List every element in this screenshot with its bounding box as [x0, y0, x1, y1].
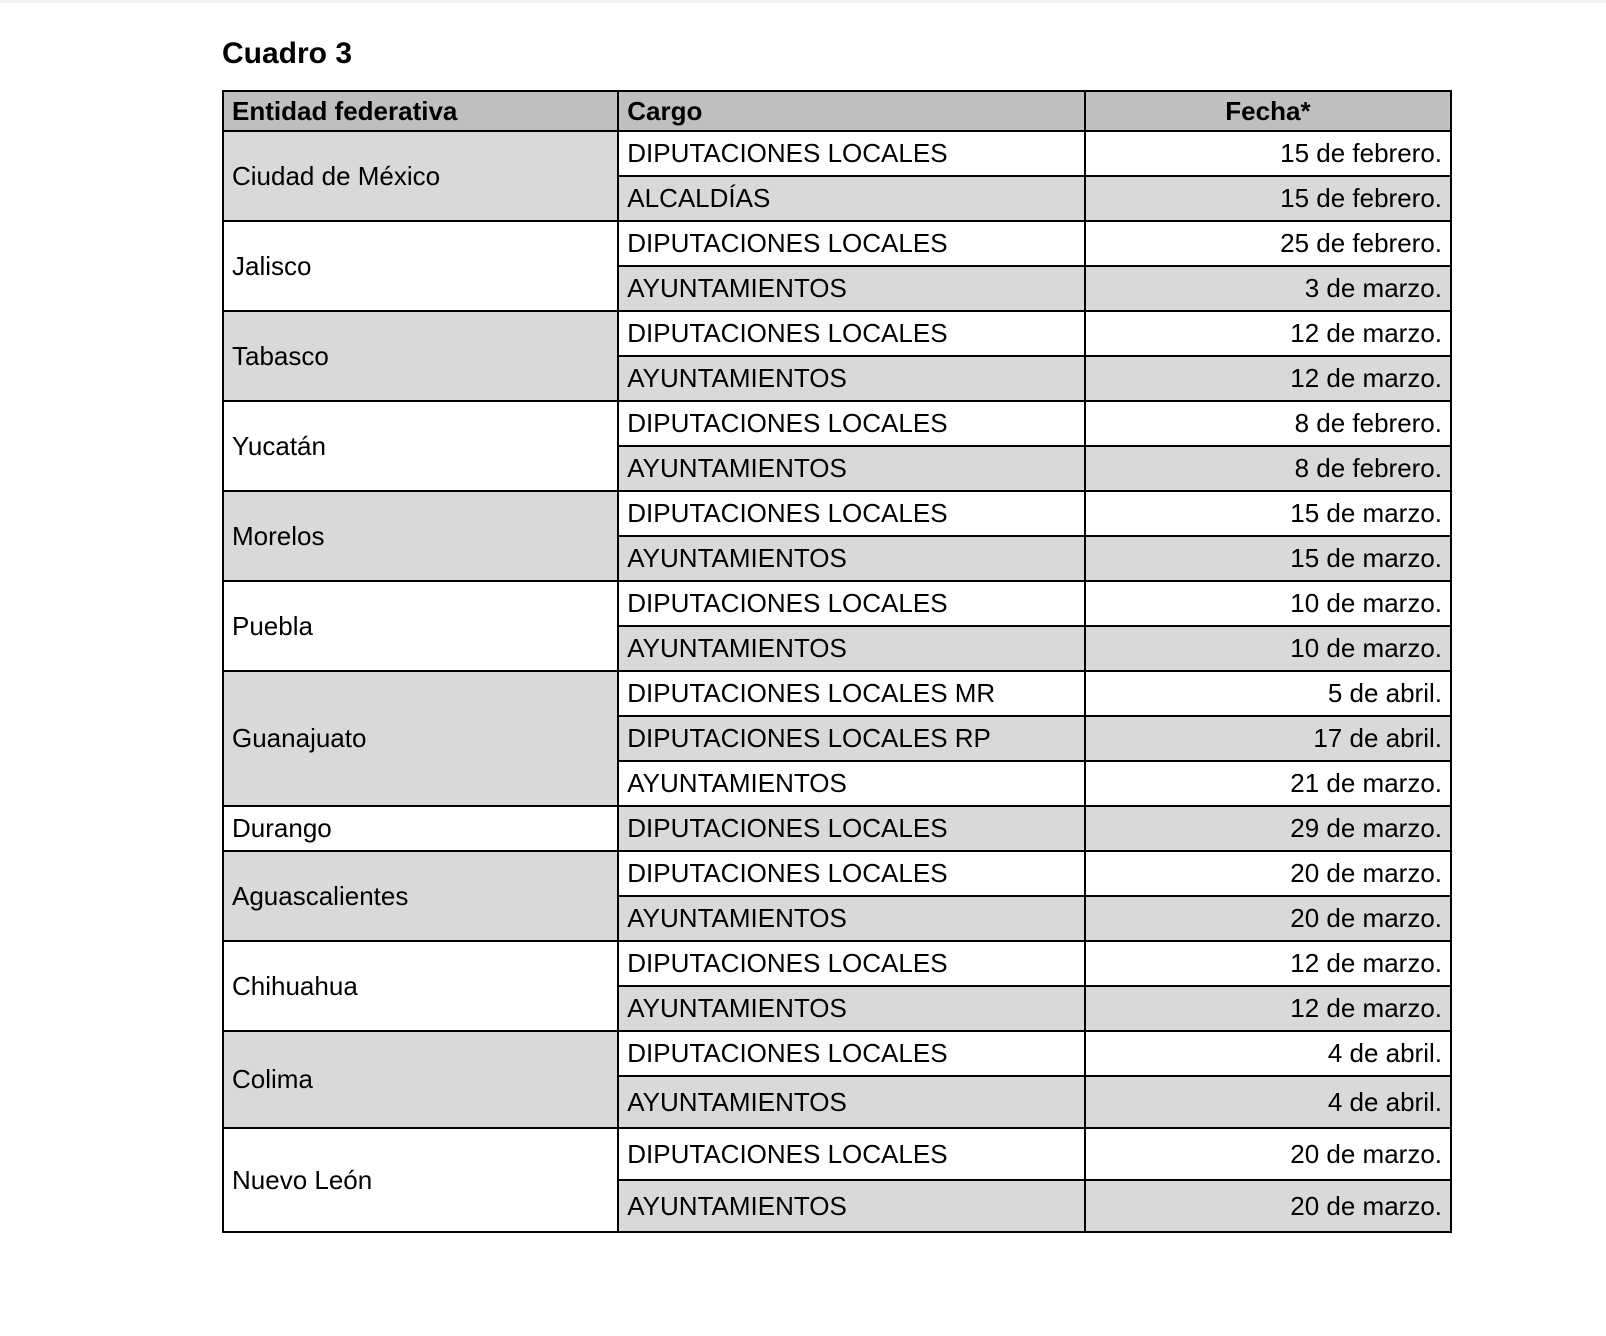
table-row [223, 1128, 1451, 1180]
fecha-cell: 12 de marzo. [1085, 986, 1451, 1031]
table-title: Cuadro 3 [222, 37, 353, 70]
fecha-cell: 12 de marzo. [1085, 941, 1451, 986]
fecha-cell: 15 de marzo. [1085, 536, 1451, 581]
entidad-cell: Chihuahua [223, 941, 618, 1031]
fecha-cell: 21 de marzo. [1085, 761, 1451, 806]
fecha-cell: 20 de marzo. [1085, 1128, 1451, 1180]
fecha-cell: 10 de marzo. [1085, 626, 1451, 671]
table-row [223, 941, 1451, 986]
cargo-cell: AYUNTAMIENTOS [618, 356, 1085, 401]
table-row [223, 221, 1451, 266]
fecha-cell: 20 de marzo. [1085, 896, 1451, 941]
header-cargo: Cargo [618, 91, 1085, 131]
cargo-cell: DIPUTACIONES LOCALES [618, 581, 1085, 626]
cargo-cell: AYUNTAMIENTOS [618, 266, 1085, 311]
table-row [223, 131, 1451, 176]
table-header-row [223, 91, 1451, 131]
elections-table [222, 90, 1452, 1233]
fecha-cell: 29 de marzo. [1085, 806, 1451, 851]
fecha-cell: 8 de febrero. [1085, 401, 1451, 446]
fecha-cell: 12 de marzo. [1085, 311, 1451, 356]
cargo-cell: DIPUTACIONES LOCALES [618, 491, 1085, 536]
fecha-cell: 3 de marzo. [1085, 266, 1451, 311]
cargo-cell: DIPUTACIONES LOCALES [618, 941, 1085, 986]
table-row [223, 1031, 1451, 1076]
cargo-cell: DIPUTACIONES LOCALES [618, 221, 1085, 266]
entidad-cell: Aguascalientes [223, 851, 618, 941]
entidad-cell: Jalisco [223, 221, 618, 311]
table-row [223, 311, 1451, 356]
page-top-edge [0, 0, 1606, 3]
fecha-cell: 15 de febrero. [1085, 176, 1451, 221]
table-row [223, 491, 1451, 536]
header-fecha: Fecha* [1085, 91, 1451, 131]
entidad-cell: Ciudad de México [223, 131, 618, 221]
fecha-cell: 12 de marzo. [1085, 356, 1451, 401]
fecha-cell: 20 de marzo. [1085, 1180, 1451, 1232]
fecha-cell: 15 de febrero. [1085, 131, 1451, 176]
entidad-cell: Morelos [223, 491, 618, 581]
entidad-cell: Durango [223, 806, 618, 851]
fecha-cell: 8 de febrero. [1085, 446, 1451, 491]
cargo-cell: DIPUTACIONES LOCALES [618, 1128, 1085, 1180]
table-row [223, 671, 1451, 716]
entidad-cell: Tabasco [223, 311, 618, 401]
cargo-cell: DIPUTACIONES LOCALES [618, 311, 1085, 356]
cargo-cell: AYUNTAMIENTOS [618, 986, 1085, 1031]
fecha-cell: 5 de abril. [1085, 671, 1451, 716]
cargo-cell: AYUNTAMIENTOS [618, 1180, 1085, 1232]
fecha-cell: 25 de febrero. [1085, 221, 1451, 266]
cargo-cell: DIPUTACIONES LOCALES [618, 131, 1085, 176]
fecha-cell: 15 de marzo. [1085, 491, 1451, 536]
table-row [223, 851, 1451, 896]
cargo-cell: DIPUTACIONES LOCALES MR [618, 671, 1085, 716]
fecha-cell: 4 de abril. [1085, 1031, 1451, 1076]
cargo-cell: AYUNTAMIENTOS [618, 761, 1085, 806]
cargo-cell: AYUNTAMIENTOS [618, 446, 1085, 491]
entidad-cell: Colima [223, 1031, 618, 1128]
table-row [223, 581, 1451, 626]
entidad-cell: Puebla [223, 581, 618, 671]
cargo-cell: ALCALDÍAS [618, 176, 1085, 221]
table-row [223, 806, 1451, 851]
cargo-cell: DIPUTACIONES LOCALES [618, 851, 1085, 896]
entidad-cell: Guanajuato [223, 671, 618, 806]
fecha-cell: 17 de abril. [1085, 716, 1451, 761]
cargo-cell: AYUNTAMIENTOS [618, 626, 1085, 671]
entidad-cell: Nuevo León [223, 1128, 618, 1232]
fecha-cell: 4 de abril. [1085, 1076, 1451, 1128]
cargo-cell: DIPUTACIONES LOCALES [618, 401, 1085, 446]
table-row [223, 401, 1451, 446]
fecha-cell: 10 de marzo. [1085, 581, 1451, 626]
cargo-cell: AYUNTAMIENTOS [618, 536, 1085, 581]
cargo-cell: DIPUTACIONES LOCALES [618, 806, 1085, 851]
table-body [223, 131, 1451, 1232]
cargo-cell: AYUNTAMIENTOS [618, 896, 1085, 941]
fecha-cell: 20 de marzo. [1085, 851, 1451, 896]
cargo-cell: AYUNTAMIENTOS [618, 1076, 1085, 1128]
entidad-cell: Yucatán [223, 401, 618, 491]
header-entidad: Entidad federativa [223, 91, 618, 131]
cargo-cell: DIPUTACIONES LOCALES [618, 1031, 1085, 1076]
cargo-cell: DIPUTACIONES LOCALES RP [618, 716, 1085, 761]
